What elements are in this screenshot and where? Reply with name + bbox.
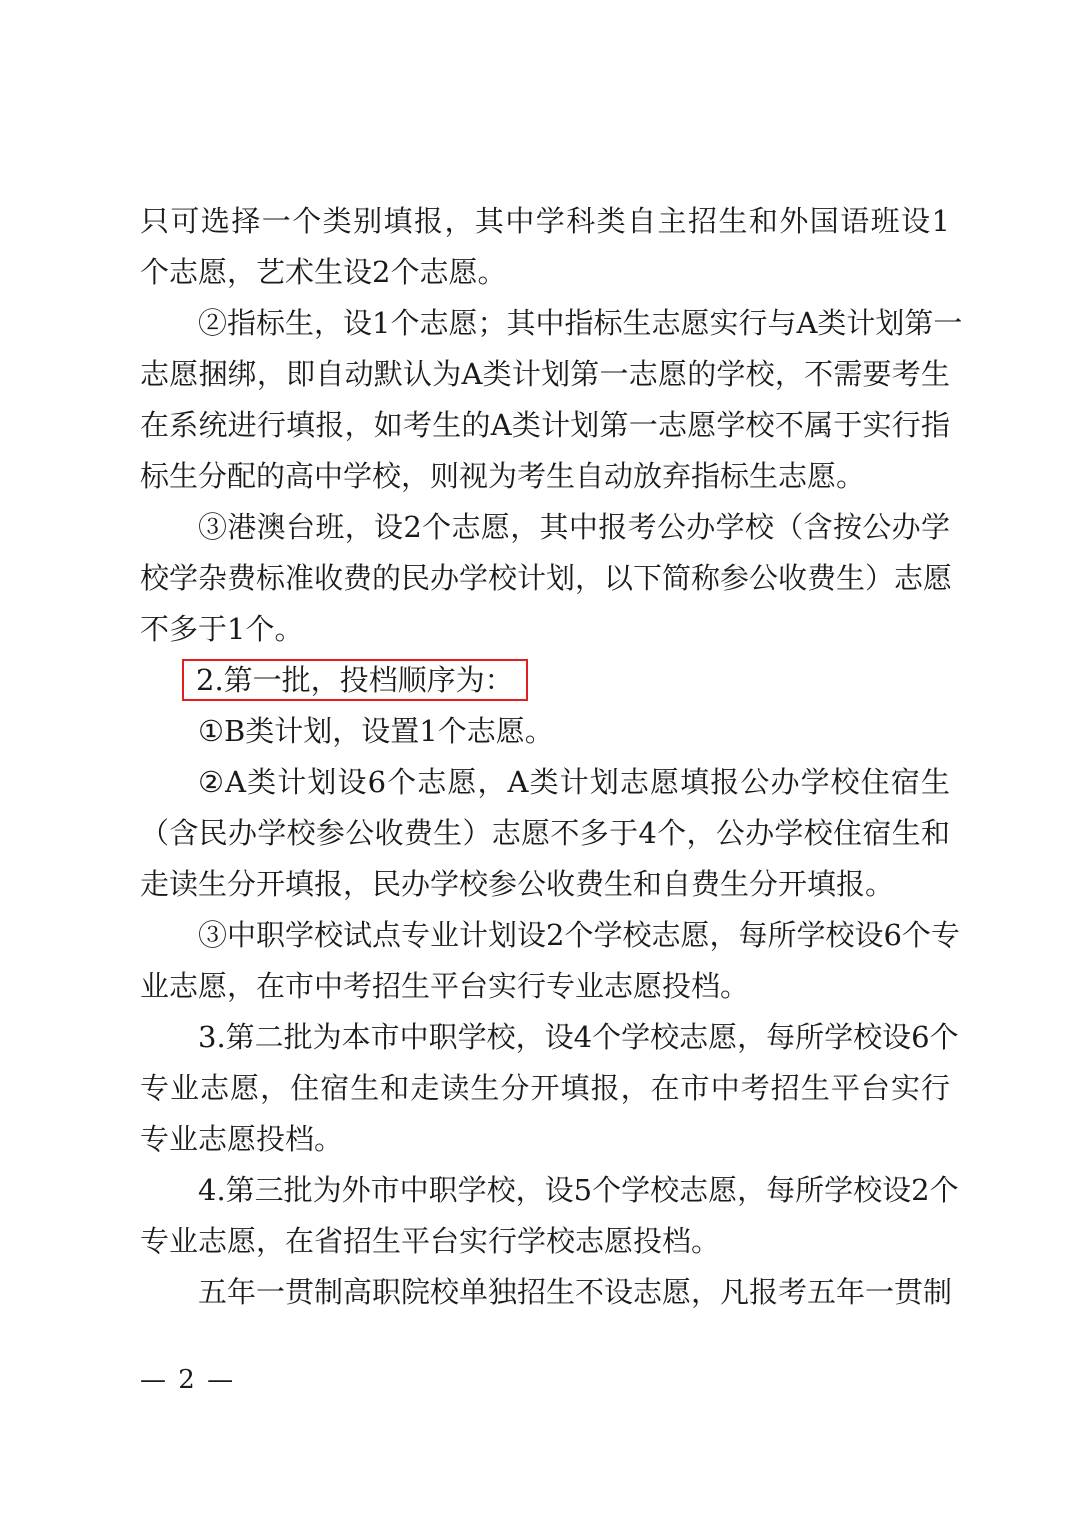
text-line: 志愿捆绑，即自动默认为A类计划第一志愿的学校，不需要考生 [140,357,950,391]
text-line: 专业志愿投档。 [140,1122,344,1156]
text-line: 只可选择一个类别填报，其中学科类自主招生和外国语班设1 [140,204,950,238]
text-line: 专业志愿，在省招生平台实行学校志愿投档。 [140,1224,721,1258]
red-highlight-box: 2.第一批，投档顺序为： [182,659,528,701]
text-line: ②指标生，设1个志愿；其中指标生志愿实行与A类计划第一 [198,306,963,340]
text-line: ①B类计划，设置1个志愿。 [198,714,554,748]
text-line: ③港澳台班，设2个志愿，其中报考公办学校（含按公办学 [198,510,950,544]
text-line: ③中职学校试点专业计划设2个学校志愿，每所学校设6个专 [198,918,960,952]
text-line: 五年一贯制高职院校单独招生不设志愿，凡报考五年一贯制 [198,1275,953,1309]
text-line: 标生分配的高中学校，则视为考生自动放弃指标生志愿。 [140,459,866,493]
text-line: 不多于1个。 [140,612,304,646]
text-line: 3.第二批为本市中职学校，设4个学校志愿，每所学校设6个 [198,1020,959,1054]
page-number: — 2 — [140,1365,236,1395]
text-line: 业志愿，在市中考招生平台实行专业志愿投档。 [140,969,750,1003]
text-line: （含民办学校参公收费生）志愿不多于4个，公办学校住宿生和 [140,816,950,850]
document-body [140,196,963,1318]
text-line: 个志愿，艺术生设2个志愿。 [140,255,507,289]
text-line: 走读生分开填报，民办学校参公收费生和自费生分开填报。 [140,867,895,901]
text-line: 在系统进行填报，如考生的A类计划第一志愿学校不属于实行指 [140,408,950,442]
highlighted-heading-line [140,655,950,706]
text-line: 专业志愿，住宿生和走读生分开填报，在市中考招生平台实行 [140,1071,950,1105]
text-line: 4.第三批为外市中职学校，设5个学校志愿，每所学校设2个 [198,1173,959,1207]
text-line: ②A类计划设6个志愿，A类计划志愿填报公办学校住宿生 [198,765,950,799]
text-line: 校学杂费标准收费的民办学校计划，以下简称参公收费生）志愿 [140,561,953,595]
